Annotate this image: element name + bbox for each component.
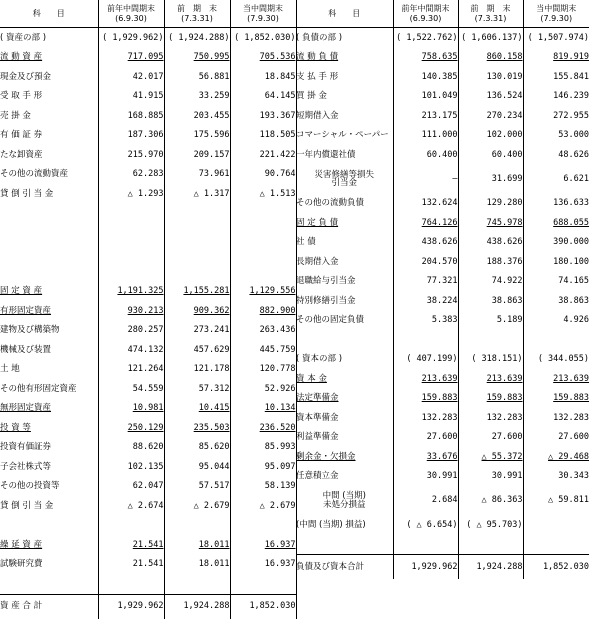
- col-header-current-interim: 当中間期末 (7.9.30): [523, 0, 589, 28]
- row-label: (中間 (当期) 損益): [296, 519, 366, 530]
- row-value: [164, 204, 230, 224]
- table-row: [296, 408, 589, 428]
- row-value: 132.624: [393, 194, 458, 214]
- row-label: 利益準備金: [296, 432, 339, 442]
- row-value: [98, 574, 164, 594]
- row-value: 132.283: [523, 408, 589, 428]
- row-value: 52.926: [230, 379, 296, 399]
- row-value: 180.100: [523, 252, 589, 272]
- row-value: △ 2.674: [98, 496, 164, 516]
- row-value: 2.684: [393, 486, 458, 515]
- row-value: △ 2.679: [230, 496, 296, 516]
- col-header-prior-year: 前 期 末 (7.3.31): [164, 0, 230, 28]
- row-value: 438.626: [393, 233, 458, 253]
- row-label: その他の固定負債: [296, 315, 365, 325]
- row-label: 流 動 負 債: [296, 52, 339, 62]
- table-row: [296, 233, 589, 253]
- table-row: [0, 184, 296, 204]
- row-value: 121.264: [98, 360, 164, 380]
- table-row: [0, 574, 296, 594]
- table-row: [296, 272, 589, 292]
- row-value: 57.312: [164, 379, 230, 399]
- table-row: [0, 418, 296, 438]
- row-value: 53.000: [523, 126, 589, 146]
- table-row: [296, 369, 589, 389]
- total-row: [296, 555, 589, 580]
- row-value: 213.639: [393, 369, 458, 389]
- total-label: 負債及び資本合計: [296, 555, 393, 580]
- row-label: その他の投資等: [0, 481, 60, 491]
- row-value: 187.306: [98, 126, 164, 146]
- row-value: [230, 262, 296, 282]
- row-value: 38.863: [523, 291, 589, 311]
- table-row: [0, 360, 296, 380]
- row-value: 1,191.325: [98, 282, 164, 302]
- row-value: 77.321: [393, 272, 458, 292]
- table-row: [296, 486, 589, 515]
- row-value: 175.596: [164, 126, 230, 146]
- row-value: 221.422: [230, 145, 296, 165]
- total-row: [0, 594, 296, 619]
- row-value: 909.362: [164, 301, 230, 321]
- row-value: 213.639: [523, 369, 589, 389]
- row-label: コマーシャル・ペーパー: [296, 130, 389, 140]
- row-value: 16.937: [230, 555, 296, 575]
- row-label: [0, 204, 98, 224]
- row-value: 750.995: [164, 48, 230, 68]
- row-value: [230, 574, 296, 594]
- row-value: 56.881: [164, 67, 230, 87]
- row-value: 85.993: [230, 438, 296, 458]
- row-value: 102.135: [98, 457, 164, 477]
- table-row: [0, 106, 296, 126]
- table-row: [0, 67, 296, 87]
- row-value: 250.129: [98, 418, 164, 438]
- row-value: △ 55.372: [458, 447, 523, 467]
- row-value: 764.126: [393, 213, 458, 233]
- col-header-subject: 科 目: [296, 0, 393, 28]
- row-label: 無形固定資産: [0, 403, 52, 413]
- row-value: 758.635: [393, 48, 458, 68]
- row-value: [230, 516, 296, 536]
- row-value: [164, 516, 230, 536]
- liabilities-table: [296, 0, 589, 579]
- table-row: [0, 379, 296, 399]
- row-value: 132.283: [458, 408, 523, 428]
- row-value: ( 1,852.030): [230, 28, 296, 48]
- table-row: [0, 165, 296, 185]
- row-value: 60.400: [458, 145, 523, 165]
- row-value: 270.234: [458, 106, 523, 126]
- table-row: [296, 389, 589, 409]
- row-label: [0, 262, 98, 282]
- table-row: [0, 243, 296, 263]
- table-row: [0, 145, 296, 165]
- row-value: 705.536: [230, 48, 296, 68]
- row-value: 120.778: [230, 360, 296, 380]
- row-value: ( 1,606.137): [458, 28, 523, 48]
- row-value: 10.981: [98, 399, 164, 419]
- table-row: [296, 126, 589, 146]
- row-value: ( 407.199): [393, 350, 458, 370]
- table-row: [0, 399, 296, 419]
- row-label: ( 資本の部 ): [296, 354, 343, 364]
- row-value: 130.019: [458, 67, 523, 87]
- row-label: 固 定 資 産: [0, 286, 43, 296]
- row-value: 860.158: [458, 48, 523, 68]
- row-value: [98, 262, 164, 282]
- row-value: 445.759: [230, 340, 296, 360]
- table-row: [296, 145, 589, 165]
- row-value: [523, 515, 589, 535]
- row-value: [393, 330, 458, 350]
- row-label: 有形固定資産: [0, 305, 52, 316]
- row-value: [523, 535, 589, 555]
- row-value: 168.885: [98, 106, 164, 126]
- row-value: [458, 535, 523, 555]
- row-value: 215.970: [98, 145, 164, 165]
- row-label: [0, 243, 98, 263]
- row-value: 74.922: [458, 272, 523, 292]
- row-value: [98, 204, 164, 224]
- table-row: [296, 106, 589, 126]
- row-label: 資本準備金: [296, 412, 339, 423]
- row-value: 64.145: [230, 87, 296, 107]
- row-label: 流 動 資 産: [0, 52, 43, 62]
- table-row: [0, 535, 296, 555]
- row-value: 930.213: [98, 301, 164, 321]
- row-value: 57.517: [164, 477, 230, 497]
- table-row: [296, 330, 589, 350]
- row-label: [0, 223, 98, 243]
- row-value: [164, 223, 230, 243]
- row-value: 102.000: [458, 126, 523, 146]
- row-value: 111.000: [393, 126, 458, 146]
- row-value: [98, 223, 164, 243]
- row-value: 236.520: [230, 418, 296, 438]
- row-value: [393, 535, 458, 555]
- row-value: 95.097: [230, 457, 296, 477]
- row-value: 74.165: [523, 272, 589, 292]
- row-value: 140.385: [393, 67, 458, 87]
- row-value: ( △ 95.703): [458, 515, 523, 535]
- row-value: 48.626: [523, 145, 589, 165]
- row-value: ( 1,924.288): [164, 28, 230, 48]
- row-value: 159.883: [458, 389, 523, 409]
- row-value: 38.224: [393, 291, 458, 311]
- row-label: 長期借入金: [296, 256, 339, 267]
- total-value: 1,929.962: [98, 594, 164, 619]
- row-value: [230, 223, 296, 243]
- row-value: 136.524: [458, 87, 523, 107]
- row-value: 688.055: [523, 213, 589, 233]
- row-label: 子会社株式等: [0, 461, 52, 472]
- row-value: [230, 204, 296, 224]
- table-row: [0, 321, 296, 341]
- row-value: 5.383: [393, 311, 458, 331]
- table-row: [0, 516, 296, 536]
- table-row: [296, 252, 589, 272]
- row-value: ( △ 6.654): [393, 515, 458, 535]
- row-label: 現金及び預金: [0, 71, 52, 82]
- row-label: 買 掛 金: [296, 91, 327, 101]
- row-value: 819.919: [523, 48, 589, 68]
- row-value: 42.017: [98, 67, 164, 87]
- row-value: 95.044: [164, 457, 230, 477]
- row-value: ( 1,522.762): [393, 28, 458, 48]
- total-label: 資 産 合 計: [0, 594, 98, 619]
- table-row: [0, 457, 296, 477]
- row-value: 132.283: [393, 408, 458, 428]
- row-label: 受 取 手 形: [0, 91, 43, 101]
- row-value: 745.978: [458, 213, 523, 233]
- row-value: [164, 574, 230, 594]
- row-value: 474.132: [98, 340, 164, 360]
- table-row: [0, 87, 296, 107]
- table-row: [0, 48, 296, 68]
- table-row: [296, 213, 589, 233]
- row-value: 18.011: [164, 535, 230, 555]
- total-value: 1,852.030: [523, 555, 589, 580]
- row-label: 固 定 負 債: [296, 217, 339, 228]
- row-value: △ 1.317: [164, 184, 230, 204]
- col-header-prior-interim: 前年中間期末 (6.9.30): [98, 0, 164, 28]
- row-value: 5.189: [458, 311, 523, 331]
- row-value: 58.139: [230, 477, 296, 497]
- table-row: [0, 262, 296, 282]
- row-value: 235.503: [164, 418, 230, 438]
- row-value: 146.239: [523, 87, 589, 107]
- table-row: [296, 165, 589, 194]
- table-row: [296, 311, 589, 331]
- row-value: 280.257: [98, 321, 164, 341]
- row-value: 438.626: [458, 233, 523, 253]
- row-label: 売 掛 金: [0, 110, 31, 121]
- row-value: 31.699: [458, 165, 523, 194]
- total-value: 1,924.288: [164, 594, 230, 619]
- row-value: 457.629: [164, 340, 230, 360]
- table-row: [0, 555, 296, 575]
- row-value: △ 1.513: [230, 184, 296, 204]
- row-label: 法定準備金: [296, 393, 339, 403]
- row-value: 1,129.556: [230, 282, 296, 302]
- table-row: [296, 350, 589, 370]
- row-value: 33.259: [164, 87, 230, 107]
- row-value: ( 1,929.962): [98, 28, 164, 48]
- row-value: 90.764: [230, 165, 296, 185]
- table-row: [0, 477, 296, 497]
- row-label: [296, 330, 393, 350]
- table-row: [0, 496, 296, 516]
- row-value: △ 86.363: [458, 486, 523, 515]
- row-label: ( 資産の部 ): [0, 32, 47, 43]
- table-row: [296, 428, 589, 448]
- row-value: 38.863: [458, 291, 523, 311]
- row-value: ( 1,507.974): [523, 28, 589, 48]
- table-row: [296, 28, 589, 48]
- row-label: [0, 516, 98, 536]
- row-label: 特別修繕引当金: [296, 295, 356, 306]
- row-label: [0, 574, 98, 594]
- row-value: 390.000: [523, 233, 589, 253]
- table-row: [0, 438, 296, 458]
- row-value: 41.915: [98, 87, 164, 107]
- row-value: 204.570: [393, 252, 458, 272]
- row-label: 繰 延 資 産: [0, 539, 43, 550]
- row-label: 資 本 金: [296, 373, 327, 384]
- row-value: 88.620: [98, 438, 164, 458]
- table-row: [296, 447, 589, 467]
- row-value: 118.505: [230, 126, 296, 146]
- row-value: 155.841: [523, 67, 589, 87]
- row-label: 投 資 等: [0, 422, 31, 433]
- col-header-prior-interim: 前年中間期末 (6.9.30): [393, 0, 458, 28]
- row-value: 209.157: [164, 145, 230, 165]
- row-label: 建物及び構築物: [0, 325, 60, 335]
- row-value: ( 344.055): [523, 350, 589, 370]
- row-value: [98, 516, 164, 536]
- row-value: △ 59.811: [523, 486, 589, 515]
- row-value: 188.376: [458, 252, 523, 272]
- row-label: 社 債: [296, 237, 316, 247]
- row-value: △ 29.468: [523, 447, 589, 467]
- table-row: [296, 535, 589, 555]
- row-label: 短期借入金: [296, 110, 339, 121]
- row-value: 30.991: [458, 467, 523, 487]
- row-value: 21.541: [98, 555, 164, 575]
- row-value: 129.280: [458, 194, 523, 214]
- row-value: 33.676: [393, 447, 458, 467]
- row-label: [296, 535, 393, 555]
- row-value: 16.937: [230, 535, 296, 555]
- total-value: 1,929.962: [393, 555, 458, 580]
- row-value: △ 1.293: [98, 184, 164, 204]
- row-value: [98, 243, 164, 263]
- row-value: 717.095: [98, 48, 164, 68]
- row-value: 62.047: [98, 477, 164, 497]
- col-header-current-interim: 当中間期末 (7.9.30): [230, 0, 296, 28]
- table-row: [0, 204, 296, 224]
- row-value: 213.175: [393, 106, 458, 126]
- row-label: 機械及び装置: [0, 344, 52, 355]
- row-value: 18.011: [164, 555, 230, 575]
- table-row: [0, 126, 296, 146]
- row-value: 203.455: [164, 106, 230, 126]
- row-value: —: [393, 165, 458, 194]
- row-value: 263.436: [230, 321, 296, 341]
- table-row: [0, 223, 296, 243]
- table-row: [0, 282, 296, 302]
- row-value: 213.639: [458, 369, 523, 389]
- table-row: [296, 515, 589, 535]
- row-value: [458, 330, 523, 350]
- row-label: その他の流動資産: [0, 169, 69, 179]
- table-row: [0, 28, 296, 48]
- row-value: 85.620: [164, 438, 230, 458]
- row-label: 支 払 手 形: [296, 71, 339, 82]
- row-value: 27.600: [458, 428, 523, 448]
- table-row: [296, 67, 589, 87]
- total-value: 1,924.288: [458, 555, 523, 580]
- row-value: [230, 243, 296, 263]
- row-label: 土 地: [0, 364, 20, 374]
- col-header-subject: 科 目: [0, 0, 98, 28]
- row-label: 任意積立金: [296, 471, 339, 481]
- row-label: 貸 倒 引 当 金: [0, 500, 54, 511]
- row-value: 54.559: [98, 379, 164, 399]
- row-value: 121.178: [164, 360, 230, 380]
- row-value: 1,155.281: [164, 282, 230, 302]
- row-value: 159.883: [393, 389, 458, 409]
- row-value: 6.621: [523, 165, 589, 194]
- row-label: 一年内償還社債: [296, 149, 356, 160]
- table-row: [296, 467, 589, 487]
- table-row: [0, 301, 296, 321]
- row-value: 27.600: [523, 428, 589, 448]
- row-value: 4.926: [523, 311, 589, 331]
- row-label: 退職給与引当金: [296, 276, 356, 286]
- row-label: たな卸資産: [0, 149, 43, 160]
- row-value: 27.600: [393, 428, 458, 448]
- row-value: [523, 330, 589, 350]
- row-label: その他有形固定資産: [0, 383, 77, 394]
- row-value: 273.241: [164, 321, 230, 341]
- row-value: [164, 262, 230, 282]
- row-value: 159.883: [523, 389, 589, 409]
- row-label: 剰余金・欠損金: [296, 451, 356, 462]
- row-value: 60.400: [393, 145, 458, 165]
- row-label: その他の流動負債: [296, 198, 365, 208]
- row-value: 30.991: [393, 467, 458, 487]
- row-value: 10.134: [230, 399, 296, 419]
- table-row: [296, 48, 589, 68]
- row-label: 災害修繕等損失 引当金: [314, 169, 374, 188]
- row-label: ( 負債の部 ): [296, 32, 343, 43]
- table-row: [296, 194, 589, 214]
- row-value: [164, 243, 230, 263]
- table-row: [296, 87, 589, 107]
- row-value: 136.633: [523, 194, 589, 214]
- row-value: △ 2.679: [164, 496, 230, 516]
- row-value: 272.955: [523, 106, 589, 126]
- row-label: 有 価 証 券: [0, 130, 43, 140]
- row-value: 10.415: [164, 399, 230, 419]
- row-label: 中間 (当期) 未処分損益: [322, 491, 366, 510]
- col-header-prior-year: 前 期 末 (7.3.31): [458, 0, 523, 28]
- row-label: 貸 倒 引 当 金: [0, 188, 54, 199]
- row-label: 投資有価証券: [0, 442, 52, 452]
- row-value: 21.541: [98, 535, 164, 555]
- table-row: [0, 340, 296, 360]
- row-value: 18.845: [230, 67, 296, 87]
- row-value: 882.900: [230, 301, 296, 321]
- row-label: 試験研究費: [0, 559, 43, 569]
- row-value: 73.961: [164, 165, 230, 185]
- row-value: 193.367: [230, 106, 296, 126]
- row-value: 62.283: [98, 165, 164, 185]
- row-value: ( 318.151): [458, 350, 523, 370]
- row-value: 30.343: [523, 467, 589, 487]
- table-row: [296, 291, 589, 311]
- row-value: 101.049: [393, 87, 458, 107]
- total-value: 1,852.030: [230, 594, 296, 619]
